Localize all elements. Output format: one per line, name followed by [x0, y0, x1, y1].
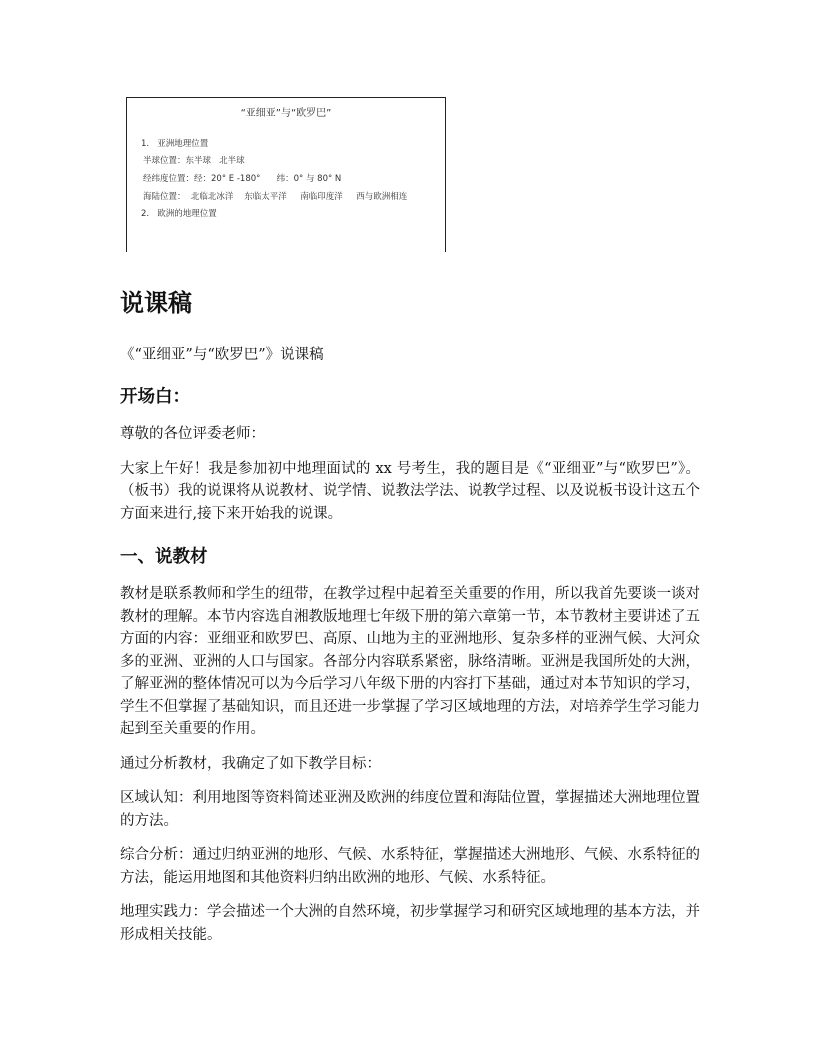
blackboard-image: [126, 97, 446, 252]
board-line-3: 经纬度位置：经：20° E -180° 纬：0° 与 80° N: [143, 174, 342, 184]
objective-analysis-paragraph: 综合分析：通过归纳亚洲的地形、气候、水系特征，掌握描述大洲地形、气候、水系特征的方法，能运用地图和其他资料归纳出欧洲的地形、气候、水系特征。: [120, 847, 700, 886]
objective-practice-paragraph: 地理实践力：学会描述一个大洲的自然环境，初步掌握学习和研究区域地理的基本方法，并形成相关技能。: [120, 904, 700, 943]
board-line-5: 2. 欧洲的地理位置: [141, 209, 217, 219]
document-title: 说课稿: [120, 289, 192, 317]
board-title: “亚细亚”与“欧罗巴”: [240, 108, 332, 119]
board-line-4: 海陆位置： 北临北冰洋 东临太平洋 南临印度洋 西与欧洲相连: [143, 192, 408, 202]
intro-paragraph: 大家上午好！我是参加初中地理面试的 xx 号考生，我的题目是《“亚细亚”与“欧罗巴”》。（板书）我的说课将从说教材、说学情、说教法学法、说教学过程、以及说板书设计这五个方面来进行,接下来开始我的说课。: [120, 460, 700, 522]
greeting-paragraph: 尊敬的各位评委老师：: [120, 426, 265, 442]
textbook-paragraph: 教材是联系教师和学生的纽带，在教学过程中起着至关重要的作用，所以我首先要谈一谈对教材的理解。本节内容选自湘教版地理七年级下册的第六章第一节，本节教材主要讲述了五方面的内容：亚细亚和欧罗巴、高原、山地为主的亚洲地形、复杂多样的亚洲气候、大河众多的亚洲、亚洲的人口与国家。各部分内容联系紧密，脉络清晰。亚洲是我国所处的大洲，了解亚洲的整体情况可以为今后学习八年级下册的内容打下基础，通过对本节知识的学习，学生不但掌握了基础知识，而且还进一步掌握了学习区域地理的方法，对培养学生学习能力起到至关重要的作用。: [120, 586, 700, 737]
document-body: [120, 285, 700, 946]
opening-heading: 开场白：: [120, 387, 190, 407]
document-subtitle: 《“亚细亚”与“欧罗巴”》说课稿: [120, 347, 324, 363]
board-line-1: 1. 亚洲地理位置: [141, 139, 209, 149]
section-heading-textbook: 一、说教材: [120, 547, 208, 567]
board-line-2: 半球位置：东半球 北半球: [143, 156, 245, 166]
objective-regional-paragraph: 区域认知：利用地图等资料简述亚洲及欧洲的纬度位置和海陆位置，掌握描述大洲地理位置的方法。: [120, 790, 700, 829]
objectives-intro-paragraph: 通过分析教材，我确定了如下教学目标：: [120, 755, 381, 772]
